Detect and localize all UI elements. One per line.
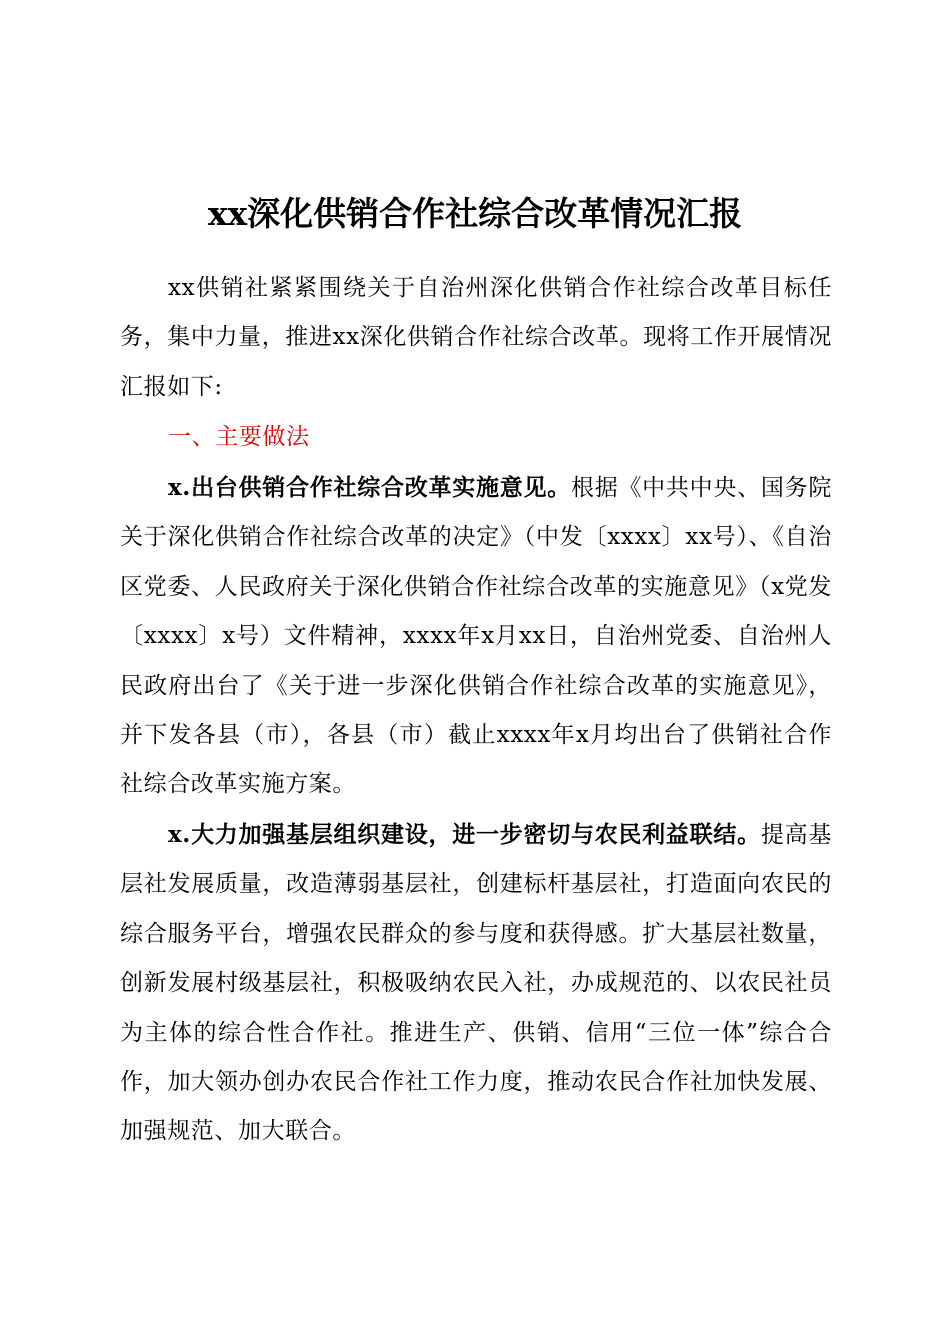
item-2-lead: x.大力加强基层组织建设，进一步密切与农民利益联结。 <box>168 821 761 848</box>
intro-paragraph: xx供销社紧紧围绕关于自治州深化供销合作社综合改革目标任务，集中力量，推进xx深化供销合作社综合改革。现将工作开展情况汇报如下: <box>120 275 832 400</box>
item-2-paragraph <box>120 810 832 1157</box>
item-1-lead: x.出台供销合作社综合改革实施意见。 <box>168 474 571 501</box>
item-1-body: 根据《中共中央、国务院关于深化供销合作社综合改革的决定》（中发〔xxxx〕xx号）、《自治区党委、人民政府关于深化供销合作社综合改革的实施意见》（x党发〔xxxx〕x号）文件精神，xxxx年x月xx日，自治州党委、自治州人民政府出台了《关于进一步深化供销合作社综合改革的实施意见》，并下发各县（市），各县（市）截止xxxx年x月均出台了供销社合作社综合改革实施方案。 <box>120 475 832 798</box>
document-title: xx深化供销合作社综合改革情况汇报 <box>207 194 743 233</box>
section-heading: 一、主要做法 <box>168 424 310 450</box>
item-2-body: 提高基层社发展质量，改造薄弱基层社，创建标杆基层社，打造面向农民的综合服务平台，增强农民群众的参与度和获得感。扩大基层社数量，创新发展村级基层社，积极吸纳农民入社，办成规范的、以农民社员为主体的综合性合作社。推进生产、供销、信用“三位一体”综合合作，加大领办创办农民合作社工作力度，推动农民合作社加快发展、加强规范、加大联合。 <box>120 822 832 1145</box>
item-1-paragraph <box>120 463 832 810</box>
